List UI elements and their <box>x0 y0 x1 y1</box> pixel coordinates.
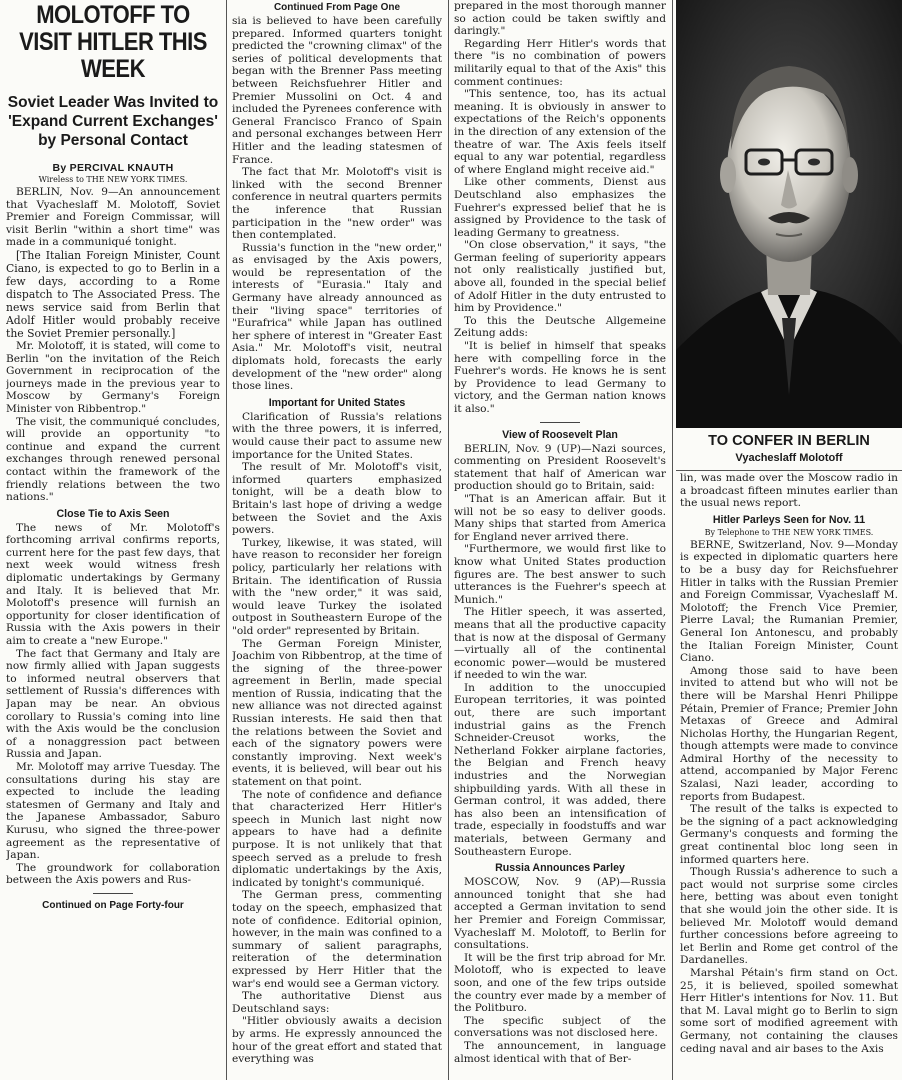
paragraph: In addition to the unoccupied European territories, it was pointed out, there are such important industrial gains as the French Schneider-Creusot works, the Netherland Fokker airplane factories, the Belgian and French heavy industries and the Norwegian shipbuilding yards. With all these in German control, it was added, there has also been an intensification of trade, especially in foodstuffs and war materials, between Germany and Southeastern Europe. <box>454 681 666 858</box>
column-3 <box>454 0 666 1065</box>
subheading: View of Roosevelt Plan <box>502 428 618 441</box>
paragraph: The note of confidence and defiance that characterized Herr Hitler's speech in Munich last night now appears to have had a definite purpose. It is not unlikely that that speech served as a prelude to fresh diplomatic undertakings by the Axis, indicated by tonight's communiqué. <box>232 788 442 889</box>
paragraph: The fact that Mr. Molotoff's visit is linked with the second Brenner conference in neutral quarters permits the inference that Russian participation in the "new order" was then contemplated. <box>232 166 442 242</box>
column-1 <box>6 0 220 913</box>
paragraph: The German press, commenting today on the speech, emphasized that note of confidence. Editorial opinion, however, in the main was confined to a summary of salient paragraphs, reiteration of the determination expressed by Herr Hitler that the war's end would see a German victory. <box>232 889 442 990</box>
paragraph: [The Italian Foreign Minister, Count Ciano, is expected to go to Berlin in a few days, according to a Rome dispatch to The Associated Press. The news service said from Berlin that Adolf Hitler would probably receive the Soviet Premier personally.] <box>6 248 220 340</box>
paragraph: sia is believed to have been carefully prepared. Informed quarters tonight predicted the "crowning climax" of the series of political developments that began with the Brenner Pass meeting between Reichsfuehrer Hitler and Premier Mussolini on Oct. 4 and included the Pyrenees conference with General Francisco Franco of Spain and personal exchanges between Herr Hitler and the leading statesmen of France. <box>232 15 442 166</box>
paragraph: BERLIN, Nov. 9 (UP)—Nazi sources, commenting on President Roosevelt's statement that half of American war production should go to Britain, said: <box>454 442 666 493</box>
paragraph: Turkey, likewise, it was stated, will have reason to reconsider her foreign policy, particularly her relations with Britain. The identification of Russia with the "new order," it was said, would leave Turkey the isolated outpost in Southeastern Europe of the "old order" represented by Britain. <box>232 536 442 637</box>
paragraph: Mr. Molotoff, it is stated, will come to Berlin "on the invitation of the Reich Government in reciprocation of the journeys made in the previous year to Moscow by Germany's Foreign Minister von Ribbentrop." <box>6 339 220 415</box>
paragraph: The news of Mr. Molotoff's forthcoming arrival confirms reports, current here for the past few days, that next week would witness fresh diplomatic undertakings by Germany and Italy. It is believed that Mr. Molotoff's presence will furnish an opportunity for closer identification of Russia with the Axis powers in their aim to create a "new Europe." <box>6 521 220 648</box>
subheading: Russia Announces Parley <box>495 862 625 875</box>
column-rule-3 <box>672 0 673 1080</box>
paragraph: The specific subject of the conversations was not disclosed here. <box>454 1014 666 1040</box>
column-rule-1 <box>226 0 227 1080</box>
paragraph: "On close observation," it says, "the German feeling of superiority appears not only realistically justified but, above all, founded in the special belief of Adolf Hitler in the duty entrusted to him by Providence." <box>454 239 666 315</box>
subheading: Close Tie to Axis Seen <box>56 507 170 520</box>
continued-from-note: Continued From Page One <box>273 2 401 13</box>
byline: By PERCIVAL KNAUTH <box>52 162 174 174</box>
paragraph: MOSCOW, Nov. 9 (AP)—Russia announced tonight that she had accepted a German invitation to send her Premier and Foreign Commissar, Vyacheslaff M. Molotoff, to Berlin for consultations. <box>454 876 666 952</box>
paragraph: "Furthermore, we would first like to know what United States production figures are. The best answer to such utterances is the Fuehrer's speech at Munich." <box>454 543 666 606</box>
paragraph: The fact that Germany and Italy are now firmly allied with Japan suggests to informed neutral observers that settlement of Russia's differences with Japan may be near. An obvious corollary to Russia's coming into line with the Axis would be the conclusion of a nonaggression pact between Russia and Japan. <box>6 647 220 761</box>
paragraph: Mr. Molotoff may arrive Tuesday. The consultations during his stay are expected to include the leading statesmen of Germany and Italy and the Japanese Ambassador, Saburo Kurusu, who signed the three-power agreement as the representative of Japan. <box>6 760 220 862</box>
paragraph: Regarding Herr Hitler's words that there "is no combination of powers militarily equal to that of the Axis" this comment continues: <box>454 37 666 88</box>
paragraph: The visit, the communiqué concludes, will provide an opportunity "to continue and expand the current exchanges through renewed personal contact within the framework of the friendly relations between the two nations." <box>6 415 220 504</box>
headline: MOLOTOFF TO VISIT HITLER THIS WEEK <box>19 1 207 83</box>
paragraph: The authoritative Dienst aus Deutschland says: <box>232 990 442 1015</box>
paragraph: Marshal Pétain's firm stand on Oct. 25, it is believed, spoiled somewhat Herr Hitler's intentions for Nov. 11. But that M. Laval might go to Berlin to sign some sort of modified agreement with Germany, not containing the clauses ceding naval and air bases to the Axis <box>680 966 898 1055</box>
paragraph: The German Foreign Minister, Joachim von Ribbentrop, at the time of the signing of the three-power agreement in Berlin, made special mention of Russia, indicating that the new alliance was not directed against Russian interests. He said then that the relations between the Soviet and each of the signatory powers were constantly improving. Next week's events, it is believed, will bear out his statement on that point. <box>232 637 442 789</box>
telephone-credit: By Telephone to THE NEW YORK TIMES. <box>704 527 874 537</box>
portrait-photo <box>676 0 902 428</box>
paragraph: Though Russia's adherence to such a pact would not surprise some circles here, betting was about even tonight that she would join the other side. It is believed Mr. Molotoff would demand further concessions before agreeing to let Berlin and Rome get control of the Dardanelles. <box>680 866 898 967</box>
paragraph: BERLIN, Nov. 9—An announcement that Vyacheslaff M. Molotoff, Soviet Premier and Foreign Commissar, will visit Berlin "within a short time" was made in a communiqué tonight. <box>6 186 220 249</box>
paragraph: The Hitler speech, it was asserted, means that all the productive capacity that is now at the disposal of Germany—virtually all of the continental economic power—would be mustered if needed to win the war. <box>454 606 666 682</box>
paragraph: Russia's function in the "new order," as envisaged by the Axis powers, would be representation of the interests of "Eurasia." Italy and Germany have already announced as their "living space" territories of "Eurafrica" while Japan has outlined her sphere of interest in "Greater East Asia." Mr. Molotoff's visit, neutral diplomats hold, forecasts the early development of the "new order" along those lines. <box>232 241 442 393</box>
paragraph: "That is an American affair. But it will not be so easy to deliver goods. Many ships that started from America for England never arrived there. <box>454 492 666 543</box>
photo-caption-title: TO CONFER IN BERLIN <box>708 433 870 449</box>
paragraph: Clarification of Russia's relations with the three powers, it is inferred, would cause their pact to assume new importance for the United States. <box>232 410 442 461</box>
continued-note: Continued on Page Forty-four <box>42 899 184 911</box>
paragraph: The announcement, in language almost identical with that of Ber- <box>454 1039 666 1065</box>
paragraph: Among those said to have been invited to attend but who will not be there will be Marshal Henri Philippe Pétain, Premier of France; Premier John Metaxas of Greece and Admiral Nicholas Horthy, the Hungarian Regent, though attempts were made to convince Admiral Horthy of the necessity to attend, accompanied by Major Ferenc Szalasi, Nazi leader, according to reports from Budapest. <box>680 664 898 803</box>
divider <box>93 893 133 894</box>
paragraph: The groundwork for collaboration between the Axis powers and Rus- <box>6 861 220 887</box>
paragraph: To this the Deutsche Allgemeine Zeitung adds: <box>454 314 666 340</box>
caption-rule <box>676 470 902 471</box>
paragraph: "This sentence, too, has its actual meaning. It is obviously in answer to expectations of the Reich's opponents in the direction of any extension of the theatre of war. The Axis feels itself equal to any war potential, regardless of where England might receive aid." <box>454 88 666 176</box>
subheading: Important for United States <box>268 396 406 409</box>
paragraph: "Hitler obviously awaits a decision by arms. He expressly announced the hour of the great effort and stated that everything was <box>232 1015 442 1066</box>
column-2 <box>232 0 442 1066</box>
paragraph: The result of Mr. Molotoff's visit, informed quarters emphasized tonight, will be a death blow to Britain's last hope of driving a wedge between the Soviet and the Axis powers. <box>232 461 442 537</box>
deck: Soviet Leader Was Invited to 'Expand Current Exchanges' by Personal Contact <box>7 94 219 149</box>
divider <box>540 422 580 423</box>
column-rule-2 <box>448 0 449 1080</box>
paragraph: prepared in the most thorough manner so action could be taken swiftly and daringly." <box>454 0 666 38</box>
wireless-credit: Wireless to THE NEW YORK TIMES. <box>38 175 188 184</box>
photo-caption-name: Vyacheslaff Molotoff <box>735 452 843 464</box>
paragraph: The result of the talks is expected to be the signing of a pact acknowledging Germany's conquests and forming the great continental bloc long seen in informed quarters here. <box>680 803 898 866</box>
paragraph: "It is belief in himself that speaks here with compelling force in the Fuehrer's words. He knows he is sent by Providence to lead Germany to victory, and the German nation knows it also." <box>454 340 666 415</box>
portrait-image <box>676 0 902 428</box>
paragraph: BERNE, Switzerland, Nov. 9—Monday is expected in diplomatic quarters here to be a busy day for Reichsfuehrer Hitler in talks with the Russian Premier and Foreign Commissar, Vyacheslaff M. Molotoff; the French Vice Premier, Pierre Laval; the Rumanian Premier, General Ion Antonescu, and probably the Italian Foreign Minister, Count Ciano. <box>680 538 898 665</box>
column-4 <box>680 472 898 1055</box>
paragraph: It will be the first trip abroad for Mr. Molotoff, who is expected to leave soon, and one of the few trips outside the country ever made by a member of the Politburo. <box>454 951 666 1015</box>
paragraph: Like other comments, Dienst aus Deutschland also emphasizes the Fuehrer's expressed belief that he is assigned by Providence to the task of leading Germany to greatness. <box>454 176 666 239</box>
paragraph: lin, was made over the Moscow radio in a broadcast fifteen minutes earlier than the usual news report. <box>680 472 898 510</box>
subheading: Hitler Parleys Seen for Nov. 11 <box>712 513 866 526</box>
